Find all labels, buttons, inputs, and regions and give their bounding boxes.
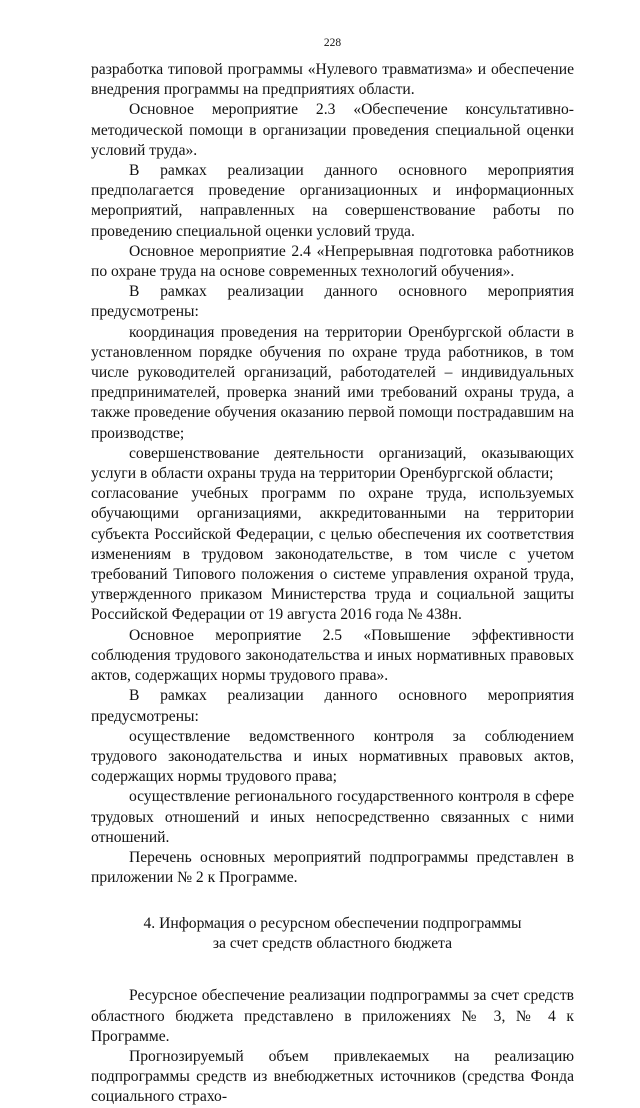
section-heading bbox=[91, 914, 574, 954]
body-text-bottom bbox=[91, 986, 574, 1107]
paragraph: Перечень основных мероприятий подпрограммы представлен в приложении № 2 к Программе. bbox=[91, 848, 574, 887]
paragraph: совершенствование деятельности организаций, оказывающих услуги в области охраны труда на территории Оренбургской области; bbox=[91, 444, 574, 483]
paragraph: осуществление ведомственного контроля за соблюдением трудового законодательства и иных нормативных правовых актов, содержащих нормы трудового права; bbox=[91, 727, 574, 786]
paragraph: согласование учебных программ по охране труда, используемых обучающими организациями, аккредитованными на территории субъекта Российской Федерации, с целью обеспечения их соответствия изменениям в трудовом законодательстве, в том числе с учетом требований Типового положения о системе управления охраной труда, утвержденного приказом Министерства труда и социальной защиты Российской Федерации от 19 августа 2016 года № 438н. bbox=[91, 485, 574, 624]
paragraph: В рамках реализации данного основного мероприятия предполагается проведение организационных и информационных мероприятий, направленных на совершенствование работы по проведению специальной оценки условий труда. bbox=[91, 162, 574, 240]
paragraph: Основное мероприятие 2.3 «Обеспечение консультативно-методической помощи в организации проведения специальной оценки условий труда». bbox=[91, 101, 574, 159]
body-text-top bbox=[91, 60, 574, 888]
paragraph: осуществление регионального государственного контроля в сфере трудовых отношений и иных непосредственно связанных с ними отношений. bbox=[91, 788, 574, 846]
paragraph: Ресурсное обеспечение реализации подпрограммы за счет средств областного бюджета представлено в приложениях № 3, № 4 к Программе. bbox=[91, 987, 574, 1045]
paragraph: координация проведения на территории Оренбургской области в установленном порядке обучения по охране труда работников, в том числе руководителей организаций, работодателей – индивидуальных предпринимателей, проверка знаний ими требований охраны труда, а также проведение обучения оказанию первой помощи пострадавшим на производстве; bbox=[91, 323, 574, 442]
paragraph: Основное мероприятие 2.4 «Непрерывная подготовка работников по охране труда на основе современных технологий обучения». bbox=[91, 242, 574, 281]
page-number: 228 bbox=[323, 37, 342, 49]
paragraph: В рамках реализации данного основного мероприятия предусмотрены: bbox=[91, 283, 574, 321]
paragraph: разработка типовой программы «Нулевого травматизма» и обеспечение внедрения программы на предприятиях области. bbox=[91, 61, 574, 99]
section-heading-line: за счет средств областного бюджета bbox=[212, 935, 453, 953]
paragraph: Основное мероприятие 2.5 «Повышение эффективности соблюдения трудового законодательства и иных нормативных правовых актов, содержащих нормы трудового права». bbox=[91, 626, 574, 685]
paragraph: В рамках реализации данного основного мероприятия предусмотрены: bbox=[91, 687, 574, 725]
section-heading-line: 4. Информация о ресурсном обеспечении подпрограммы bbox=[143, 915, 522, 933]
paragraph: Прогнозируемый объем привлекаемых на реализацию подпрограммы средств из внебюджетных источников (средства Фонда социального страхо- bbox=[91, 1047, 574, 1106]
